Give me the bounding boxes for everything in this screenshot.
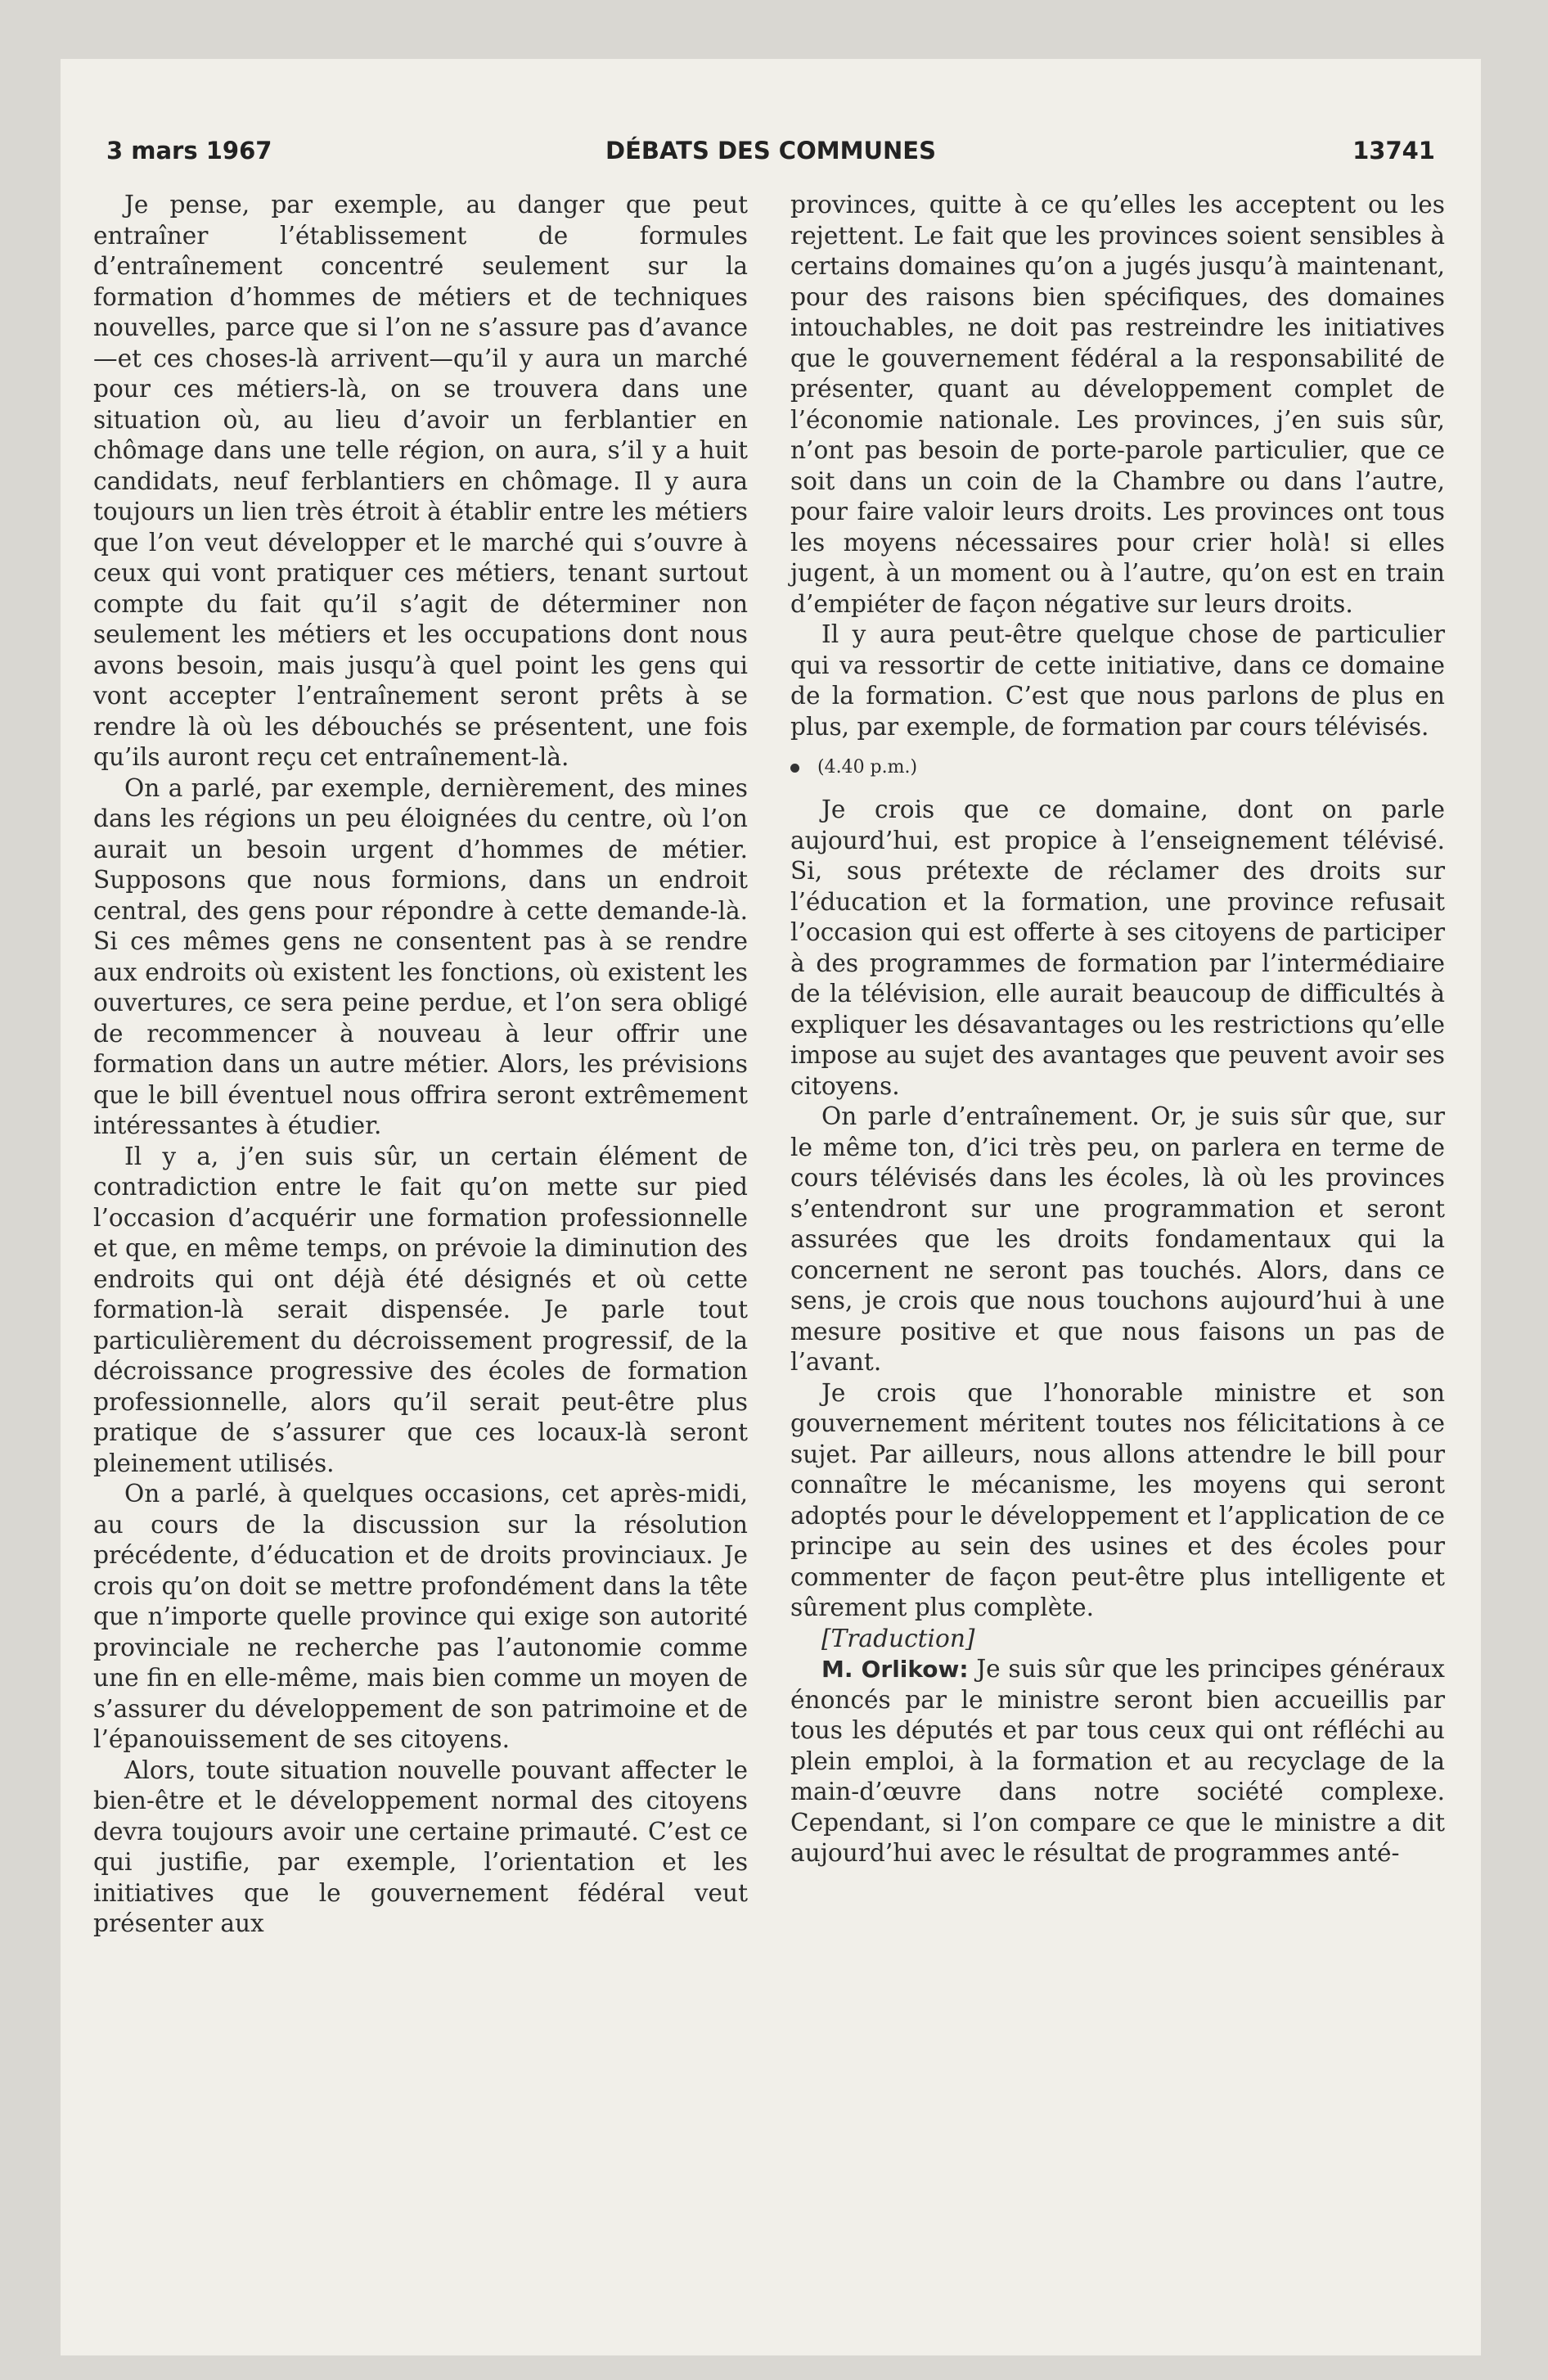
traduction-label: [Traduction] [821, 1624, 975, 1652]
paragraph: Je pense, par exemple, au danger que peut entraîner l’établissement de formules d’entraînement concentré seulement sur la formation d’hommes de métiers et de techniques nouvelles, parce que si l’on ne s’assure pas d’avance—et ces choses-là arrivent—qu’il y aura un marché pour ces métiers-là, on se trouvera dans une situation où, au lieu d’avoir un ferblantier en chômage dans une telle région, on aura, s’il y a huit candidats, neuf ferblantiers en chômage. Il y aura toujours un lien très étroit à établir entre les métiers que l’on veut développer et le marché qui s’ouvre à ceux qui vont pratiquer ces métiers, tenant surtout compte du fait qu’il s’agit de déterminer non seulement les métiers et les occupations dont nous avons besoin, mais jusqu’à quel point les gens qui vont accepter l’entraînement seront prêts à se rendre là où les débouchés se présentent, une fois qu’ils auront reçu cet entraînement-là. [93, 191, 748, 771]
paragraph: Je crois que l’honorable ministre et son gouvernement méritent toutes nos félicitations à ce sujet. Par ailleurs, nous allons attendre le bill pour connaître le mécanisme, les moyens qui seront adoptés pour le développement et l’application de ce principe au sein des usines et des écoles pour commenter de façon peut-être plus intelligente et sûrement plus complète. [790, 1378, 1445, 1621]
time-marker [790, 757, 1445, 778]
speech-text: Je suis sûr que les principes généraux énoncés par le ministre seront bien accueillis par tous les députés et par tous ceux qui ont réfléchi au plein emploi, à la formation et au recyclage de la main-d’œuvre dans notre société complexe. Cependant, si l’on compare ce que le ministre a dit aujourd’hui avec le résultat de programmes anté- [790, 1655, 1445, 1867]
header-title: DÉBATS DES COMMUNES [605, 137, 936, 165]
paragraph: On a parlé, par exemple, dernièrement, des mines dans les régions un peu éloignées du centre, où l’on aurait un besoin urgent d’hommes de métier. Supposons que nous formions, dans un endroit central, des gens pour répondre à cette demande-là. Si ces mêmes gens ne consentent pas à se rendre aux endroits où existent les fonctions, où existent les ouvertures, ce sera peine perdue, et l’on sera obligé de recommencer à nouveau à leur offrir une formation dans un autre métier. Alors, les prévisions que le bill éventuel nous offrira seront extrêmement intéressantes à étudier. [93, 773, 748, 1139]
speech-paragraph [790, 1654, 1445, 1869]
speaker-name: M. Orlikow: [821, 1656, 969, 1683]
header-page-number: 13741 [1352, 137, 1435, 165]
paragraph: Il y a, j’en suis sûr, un certain élément de contradiction entre le fait qu’on mette sur pied l’occasion d’acquérir une formation professionnelle et que, en même temps, on prévoie la diminution des endroits qui ont déjà été désignés et où cette formation-là serait dispensée. Je parle tout particulièrement du décroissement progressif, de la décroissance progressive des écoles de formation professionnelle, alors qu’il serait peut-être plus pratique de s’assurer que ces locaux-là seront pleinement utilisés. [93, 1142, 748, 1477]
bullet-icon [790, 764, 799, 773]
paragraph: On parle d’entraînement. Or, je suis sûr que, sur le même ton, d’ici très peu, on parlera en terme de cours télévisés dans les écoles, là où les provinces s’entendront sur une programmation et seront assurées que les droits fondamentaux qui la concernent ne seront pas touchés. Alors, dans ce sens, je crois que nous touchons aujourd’hui à une mesure positive et que nous faisons un pas de l’avant. [790, 1102, 1445, 1376]
paragraph: Je crois que ce domaine, dont on parle aujourd’hui, est propice à l’enseignement télévisé. Si, sous prétexte de réclamer des droits sur l’éducation et la formation, une province refusait l’occasion qui est offerte à ses citoyens de participer à des programmes de formation par l’intermédiaire de la télévision, elle aurait beaucoup de difficultés à expliquer les désavantages ou les restrictions qu’elle impose au sujet des avantages que peuvent avoir ses citoyens. [790, 796, 1445, 1100]
page [61, 59, 1481, 2355]
time-marker-text: (4.40 p.m.) [817, 757, 918, 778]
paragraph-continuation: provinces, quitte à ce qu’elles les acceptent ou les rejettent. Le fait que les provinces soient sensibles à certains domaines qu’on a jugés jusqu’à maintenant, pour des raisons bien spécifiques, des domaines intouchables, ne doit pas restreindre les initiatives que le gouvernement fédéral a la responsabilité de présenter, quant au développement complet de l’économie nationale. Les provinces, j’en suis sûr, n’ont pas besoin de porte-parole particulier, que ce soit dans un coin de la Chambre ou dans l’autre, pour faire valoir leurs droits. Les provinces ont tous les moyens nécessaires pour crier holà! si elles jugent, à un moment ou à l’autre, qu’on est en train d’empiéter de façon négative sur leurs droits. [790, 191, 1445, 618]
header-date: 3 mars 1967 [106, 137, 272, 165]
paragraph: Alors, toute situation nouvelle pouvant affecter le bien-être et le développement normal des citoyens devra toujours avoir une certaine primauté. C’est ce qui justifie, par exemple, l’orientation et les initiatives que le gouvernement fédéral veut présenter aux [93, 1756, 748, 1937]
paragraph: On a parlé, à quelques occasions, cet après-midi, au cours de la discussion sur la résolution précédente, d’éducation et de droits provinciaux. Je crois qu’on doit se mettre profondément dans la tête que n’importe quelle province qui exige son autorité provinciale ne recherche pas l’autonomie comme une fin en elle-même, mais bien comme un moyen de s’assurer du développement de son patrimoine et de l’épanouissement de ses citoyens. [93, 1480, 748, 1753]
right-column [790, 190, 1445, 1869]
page-header [106, 137, 1435, 178]
left-column [93, 190, 748, 1940]
paragraph: Il y aura peut-être quelque chose de particulier qui va ressortir de cette initiative, dans ce domaine de la formation. C’est que nous parlons de plus en plus, par exemple, de formation par cours télévisés. [790, 620, 1445, 741]
